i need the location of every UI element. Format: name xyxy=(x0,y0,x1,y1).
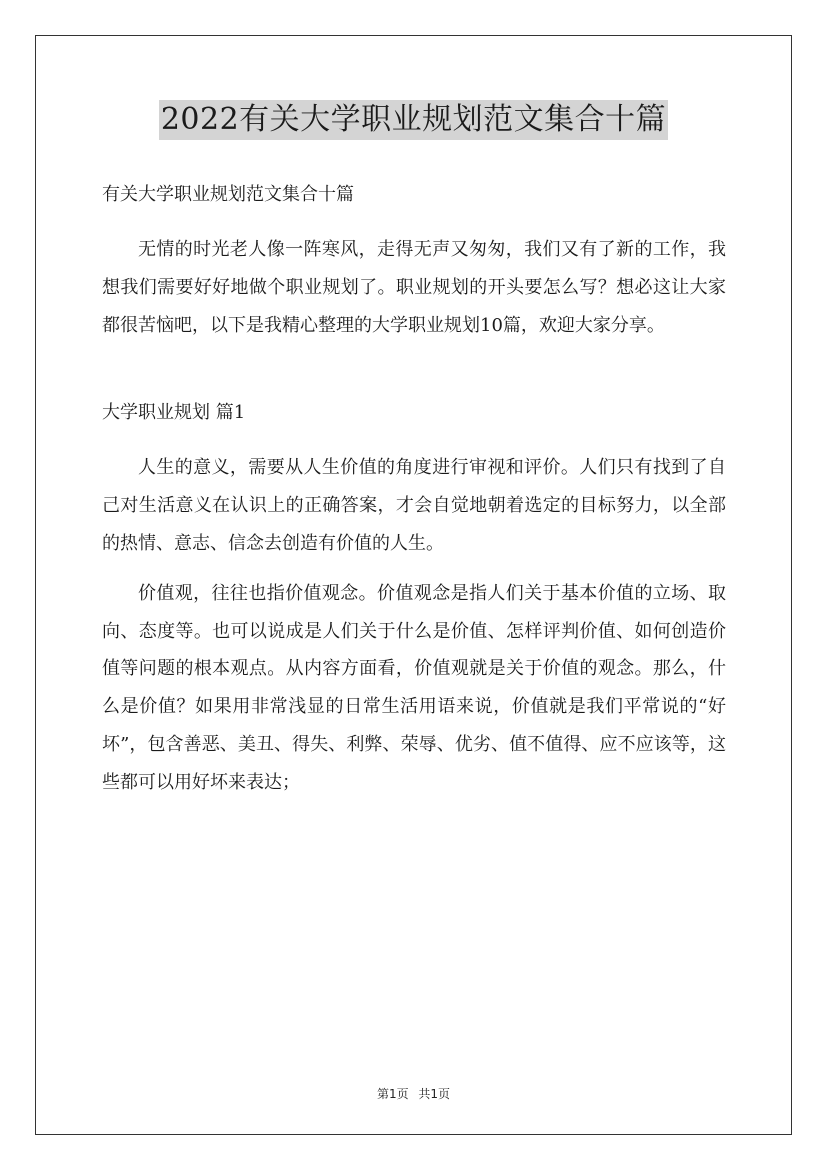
intro-paragraph: 无情的时光老人像一阵寒风，走得无声又匆匆，我们又有了新的工作，我想我们需要好好地做个职业规划了。职业规划的开头要怎么写？想必这让大家都很苦恼吧，以下是我精心整理的大学职业规划10篇，欢迎大家分享。 xyxy=(102,239,726,336)
section-spacer xyxy=(102,344,726,394)
subtitle: 有关大学职业规划范文集合十篇 xyxy=(102,184,354,205)
document-title: 2022有关大学职业规划范文集合十篇 xyxy=(159,100,668,140)
page-number: 第1页 xyxy=(376,1087,409,1101)
body-paragraph-2: 价值观，往往也指价值观念。价值观念是指人们关于基本价值的立场、取向、态度等。也可以说成是人们关于什么是价值、怎样评判价值、如何创造价值等问题的根本观点。从内容方面看，价值观就是关于价值的观念。那么，什么是价值？如果用非常浅显的日常生活用语来说，价值就是我们平常说的“好坏”，包含善恶、美丑、得失、利弊、荣辱、优劣、值不值得、应不应该等，这些都可以用好坏来表达； xyxy=(102,582,726,793)
document-body xyxy=(102,176,726,802)
body-paragraph-1: 人生的意义，需要从人生价值的角度进行审视和评价。人们只有找到了自己对生活意义在认识上的正确答案，才会自觉地朝着选定的目标努力，以全部的热情、意志、信念去创造有价值的人生。 xyxy=(102,457,726,554)
section-heading: 大学职业规划 篇1 xyxy=(102,402,246,424)
title-container xyxy=(0,100,827,140)
page-footer xyxy=(0,1085,827,1102)
page-total: 共1页 xyxy=(418,1087,451,1101)
